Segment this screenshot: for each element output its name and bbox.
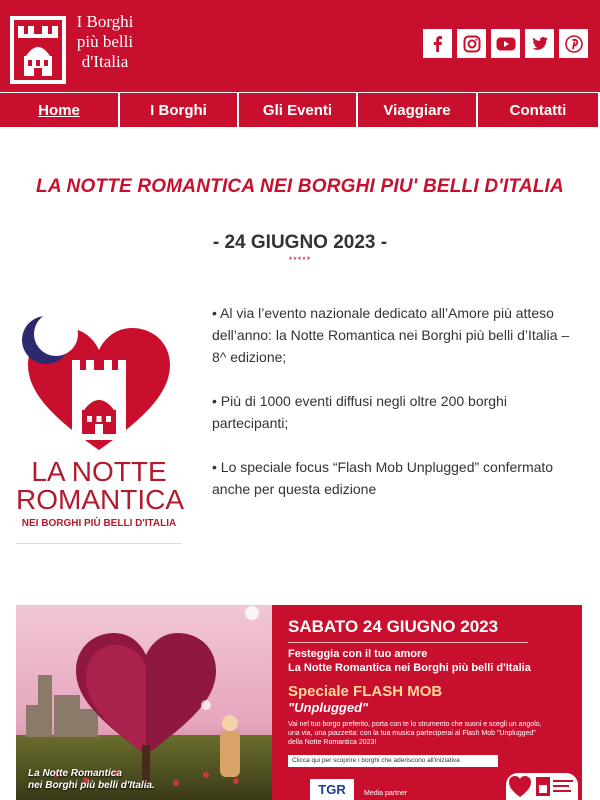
heart-castle-icon bbox=[16, 310, 182, 460]
divider bbox=[16, 543, 182, 544]
youtube-icon[interactable] bbox=[491, 29, 520, 58]
highlight-item: • Al via l’evento nazionale dedicato all’Amore più atteso dell’anno: la Notte Romantica nei Borghi più belli d’Italia – 8^ edizione; bbox=[212, 305, 570, 365]
twitter-icon[interactable] bbox=[525, 29, 554, 58]
banner-divider bbox=[288, 642, 528, 643]
instagram-icon[interactable] bbox=[457, 29, 486, 58]
event-highlights bbox=[212, 302, 582, 522]
highlight-item: • Più di 1000 eventi diffusi negli oltre 200 borghi partecipanti; bbox=[212, 393, 507, 431]
logo-caption-line2: ROMANTICA bbox=[16, 484, 184, 515]
banner-subtitle-2: La Notte Romantica nei Borghi più belli d'Italia bbox=[288, 662, 531, 674]
logo-caption-line3: NEI BORGHI PIÙ BELLI D'ITALIA bbox=[21, 518, 177, 529]
photo-caption bbox=[28, 768, 155, 792]
banner-info bbox=[274, 605, 582, 800]
nav-item-i-borghi[interactable]: I Borghi bbox=[120, 93, 237, 127]
media-partner-label: Media partner bbox=[364, 790, 408, 797]
photo-caption-line1: La Notte Romantica bbox=[28, 768, 122, 779]
decorative-stars: ***** bbox=[288, 255, 312, 265]
site-header bbox=[0, 0, 600, 92]
main-nav bbox=[0, 93, 600, 129]
social-links bbox=[423, 29, 588, 58]
banner-description: Vai nel tuo borgo preferito, porta con te lo strumento che suoni e scegli un angolo, una via, una piazzetta: con la tua musica parteciperai al Flash Mob "Unplugged" della Notte Romantica 2023! bbox=[288, 721, 542, 746]
page-title: LA NOTTE ROMANTICA NEI BORGHI PIU' BELLI D'ITALIA bbox=[36, 176, 564, 197]
banner-date: SABATO 24 GIUGNO 2023 bbox=[288, 617, 499, 636]
banner-cta-button[interactable]: Clicca qui per scoprire i borghi che aderiscono all'iniziativa bbox=[288, 755, 498, 767]
site-logo[interactable] bbox=[6, 8, 134, 84]
logo-line-3: d'Italia bbox=[81, 52, 129, 71]
nav-item-gli-eventi[interactable]: Gli Eventi bbox=[239, 93, 356, 127]
notte-romantica-logo bbox=[16, 310, 182, 544]
logo-text bbox=[70, 12, 140, 72]
logo-line-1: I Borghi bbox=[76, 12, 134, 31]
event-banner[interactable] bbox=[16, 605, 582, 800]
nav-item-contatti[interactable]: Contatti bbox=[478, 93, 598, 127]
pinterest-icon[interactable] bbox=[559, 29, 588, 58]
event-date: - 24 GIUGNO 2023 - bbox=[212, 232, 388, 253]
nav-item-viaggiare[interactable]: Viaggiare bbox=[358, 93, 476, 127]
highlight-item: • Lo speciale focus “Flash Mob Unplugged” confermato anche per questa edizione bbox=[212, 459, 554, 497]
borghi-logo-icon bbox=[506, 773, 578, 800]
banner-subtitle-1: Festeggia con il tuo amore bbox=[288, 648, 428, 660]
banner-unplugged: "Unplugged" bbox=[288, 700, 369, 715]
tgr-logo: TGR bbox=[310, 779, 354, 800]
main-content bbox=[0, 130, 600, 800]
castle-logo-icon bbox=[10, 16, 66, 84]
logo-caption-line1: LA NOTTE bbox=[31, 456, 167, 487]
facebook-icon[interactable] bbox=[423, 29, 452, 58]
logo-line-2: più belli bbox=[76, 32, 134, 51]
banner-flash-mob: Speciale FLASH MOB bbox=[288, 683, 443, 700]
nav-item-home[interactable]: Home bbox=[0, 93, 118, 127]
photo-caption-line2: nei Borghi più belli d'Italia. bbox=[28, 780, 155, 791]
